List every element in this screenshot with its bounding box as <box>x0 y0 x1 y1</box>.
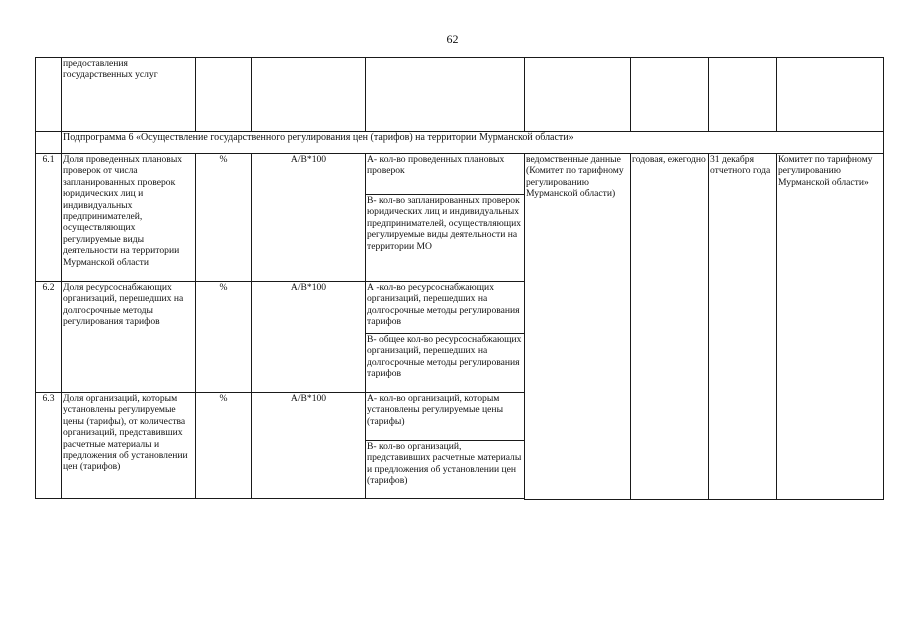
component-cell: В- кол-во организаций, представивших расчетные материалы и предложения об установлении цен (тарифов) <box>366 441 525 499</box>
unit-cell: % <box>196 393 252 499</box>
table-row <box>36 154 884 195</box>
indicator-cell: Доля ресурсоснабжающих организаций, перешедших на долгосрочные методы регулирования тарифов <box>62 282 196 393</box>
component-cell: А- кол-во проведенных плановых проверок <box>366 154 525 195</box>
formula-cell: А/В*100 <box>252 154 366 282</box>
subprogram-row <box>36 132 884 154</box>
indicator-cell: Доля организаций, которым установлены регулируемые цены (тарифы), от количества организаций, представивших расчетные материалы и предложения об установлении цен (тарифов) <box>62 393 196 499</box>
source-cell: ведомственные данные (Комитет по тарифному регулированию Мурманской области) <box>525 154 631 500</box>
component-cell: В- кол-во запланированных проверок юридических лиц и индивидуальных предпринимателей, осуществляющих регулируемые виды деятельности на территории МО <box>366 195 525 282</box>
deadline-cell: 31 декабря отчетного года <box>709 154 777 500</box>
formula-cell: А/В*100 <box>252 282 366 393</box>
row-number: 6.1 <box>36 154 62 282</box>
component-cell: А- кол-во организаций, которым установлены регулируемые цены (тарифы) <box>366 393 525 441</box>
frequency-cell: годовая, ежегодно <box>631 154 709 500</box>
table-row <box>36 58 884 132</box>
row-number: 6.3 <box>36 393 62 499</box>
row-number: 6.2 <box>36 282 62 393</box>
page-number: 62 <box>446 32 459 46</box>
component-cell: В- общее кол-во ресурсоснабжающих организаций, перешедших на долгосрочные методы регулирования тарифов <box>366 334 525 393</box>
unit-cell: % <box>196 154 252 282</box>
unit-cell: % <box>196 282 252 393</box>
component-cell: А -кол-во ресурсоснабжающих организаций, перешедших на долгосрочные методы регулирования тарифов <box>366 282 525 334</box>
subprogram-title: Подпрограмма 6 «Осуществление государственного регулирования цен (тарифов) на территории Мурманской области» <box>62 132 884 154</box>
indicator-cell: предоставления государственных услуг <box>62 58 196 132</box>
indicator-cell: Доля проведенных плановых проверок от числа запланированных проверок юридических лиц и индивидуальных предпринимателей, осуществляющих регулируемые виды деятельности на территории Мурманской области <box>62 154 196 282</box>
formula-cell: А/В*100 <box>252 393 366 499</box>
indicators-table <box>35 57 884 500</box>
responsible-cell: Комитет по тарифному регулированию Мурманской области» <box>777 154 884 500</box>
